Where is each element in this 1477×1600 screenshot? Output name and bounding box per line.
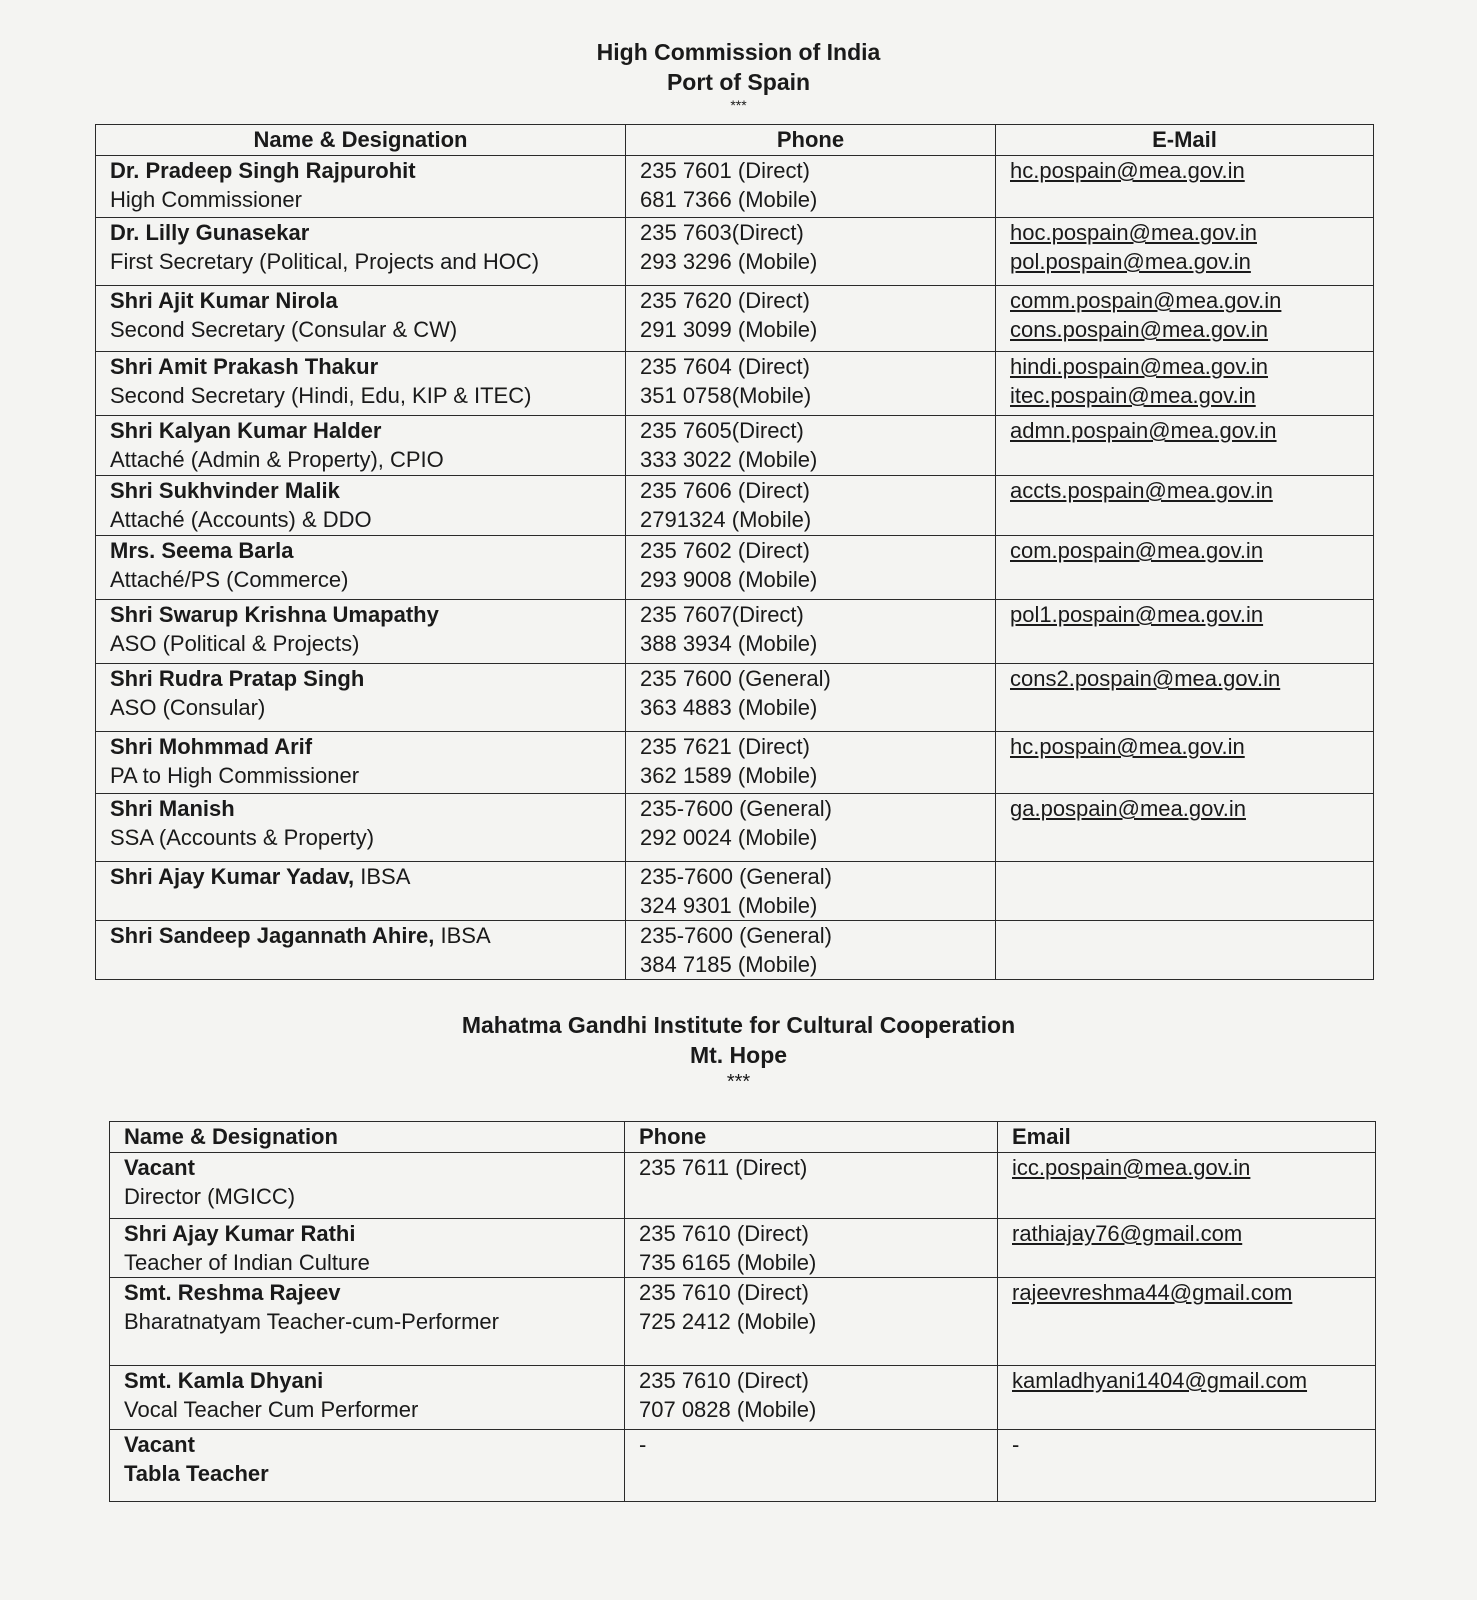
person-designation: Director (MGICC) bbox=[124, 1184, 296, 1209]
person-designation: PA to High Commissioner bbox=[110, 763, 360, 788]
email-link[interactable]: kamladhyani1404@gmail.com bbox=[1012, 1368, 1308, 1393]
person-designation: Teacher of Indian Culture bbox=[124, 1250, 370, 1275]
email-link[interactable]: accts.pospain@mea.gov.in bbox=[1010, 478, 1273, 503]
hci-table-body bbox=[96, 156, 1374, 980]
table-row bbox=[96, 921, 1374, 980]
phone-cell bbox=[626, 862, 996, 921]
name-designation-cell bbox=[96, 156, 626, 218]
phone-number: - bbox=[639, 1432, 647, 1457]
person-designation: Attaché (Admin & Property), CPIO bbox=[110, 447, 444, 472]
table-row bbox=[96, 476, 1374, 536]
email-link[interactable]: rathiajay76@gmail.com bbox=[1012, 1221, 1243, 1246]
phone-number: 235 7621 (Direct) bbox=[640, 734, 810, 759]
phone-cell bbox=[626, 218, 996, 286]
name-designation-cell bbox=[96, 352, 626, 416]
email-link[interactable]: hc.pospain@mea.gov.in bbox=[1010, 734, 1245, 759]
hci-contacts-table bbox=[95, 124, 1374, 980]
person-designation: Tabla Teacher bbox=[124, 1461, 269, 1486]
mgicc-heading bbox=[0, 1010, 1477, 1094]
person-designation: SSA (Accounts & Property) bbox=[110, 825, 375, 850]
email-cell bbox=[996, 664, 1374, 732]
name-designation-cell bbox=[96, 862, 626, 921]
person-designation: Bharatnatyam Teacher-cum-Performer bbox=[124, 1309, 499, 1334]
phone-number: 235 7610 (Direct) bbox=[639, 1280, 809, 1305]
email-placeholder: - bbox=[1012, 1432, 1020, 1457]
phone-number: 235 7610 (Direct) bbox=[639, 1368, 809, 1393]
phone-number: 333 3022 (Mobile) bbox=[640, 447, 818, 472]
phone-number: 2791324 (Mobile) bbox=[640, 507, 812, 532]
name-designation-cell bbox=[96, 476, 626, 536]
email-link[interactable]: cons2.pospain@mea.gov.in bbox=[1010, 666, 1281, 691]
phone-number: 235 7604 (Direct) bbox=[640, 354, 810, 379]
mgicc-subtitle: Mt. Hope bbox=[689, 1042, 788, 1068]
phone-number: 735 6165 (Mobile) bbox=[639, 1250, 817, 1275]
table-header-row bbox=[110, 1122, 1376, 1153]
phone-cell bbox=[626, 794, 996, 862]
email-link[interactable]: pol1.pospain@mea.gov.in bbox=[1010, 602, 1264, 627]
person-name: Vacant bbox=[124, 1155, 195, 1180]
table-row bbox=[96, 156, 1374, 218]
name-designation-cell bbox=[96, 794, 626, 862]
table-row bbox=[96, 862, 1374, 921]
phone-cell bbox=[626, 416, 996, 476]
phone-cell bbox=[626, 476, 996, 536]
person-designation: First Secretary (Political, Projects and HOC) bbox=[110, 249, 540, 274]
phone-number: 351 0758(Mobile) bbox=[640, 383, 812, 408]
phone-number: 235 7611 (Direct) bbox=[639, 1155, 808, 1180]
email-link[interactable]: icc.pospain@mea.gov.in bbox=[1012, 1155, 1251, 1180]
phone-number: 235 7606 (Direct) bbox=[640, 478, 810, 503]
header-email: Email bbox=[998, 1122, 1376, 1153]
person-name: Smt. Reshma Rajeev bbox=[124, 1280, 341, 1305]
email-cell bbox=[996, 732, 1374, 794]
email-link[interactable]: itec.pospain@mea.gov.in bbox=[1010, 383, 1256, 408]
person-name: Vacant bbox=[124, 1432, 195, 1457]
hci-title: High Commission of India bbox=[596, 39, 881, 65]
table-row bbox=[96, 218, 1374, 286]
person-designation: Second Secretary (Consular & CW) bbox=[110, 317, 458, 342]
person-name: Mrs. Seema Barla bbox=[110, 538, 294, 563]
email-link[interactable]: cons.pospain@mea.gov.in bbox=[1010, 317, 1268, 342]
person-name: Dr. Lilly Gunasekar bbox=[110, 220, 310, 245]
phone-cell bbox=[626, 156, 996, 218]
mgicc-table-body bbox=[110, 1153, 1376, 1502]
table-row bbox=[96, 286, 1374, 352]
name-designation-cell bbox=[96, 416, 626, 476]
person-name: Smt. Kamla Dhyani bbox=[124, 1368, 324, 1393]
email-cell bbox=[996, 476, 1374, 536]
name-designation-cell bbox=[110, 1153, 625, 1219]
phone-cell bbox=[626, 536, 996, 600]
email-link[interactable]: hoc.pospain@mea.gov.in bbox=[1010, 220, 1257, 245]
header-name-designation: Name & Designation bbox=[96, 125, 626, 156]
email-cell bbox=[996, 352, 1374, 416]
table-row bbox=[96, 664, 1374, 732]
mgicc-stars: *** bbox=[726, 1071, 751, 1093]
phone-number: 291 3099 (Mobile) bbox=[640, 317, 818, 342]
phone-cell bbox=[626, 664, 996, 732]
email-link[interactable]: com.pospain@mea.gov.in bbox=[1010, 538, 1264, 563]
name-line bbox=[110, 921, 611, 950]
phone-cell bbox=[626, 352, 996, 416]
person-designation: Attaché/PS (Commerce) bbox=[110, 567, 349, 592]
email-link[interactable]: pol.pospain@mea.gov.in bbox=[1010, 249, 1251, 274]
table-row bbox=[96, 536, 1374, 600]
email-cell bbox=[996, 600, 1374, 664]
phone-number: 235 7605(Direct) bbox=[640, 418, 804, 443]
table-row bbox=[96, 794, 1374, 862]
phone-number: 235 7602 (Direct) bbox=[640, 538, 810, 563]
table-row bbox=[110, 1430, 1376, 1502]
phone-number: 235 7610 (Direct) bbox=[639, 1221, 809, 1246]
person-name: Shri Ajay Kumar Rathi bbox=[124, 1221, 356, 1246]
name-designation-cell bbox=[96, 286, 626, 352]
phone-number: 707 0828 (Mobile) bbox=[639, 1397, 817, 1422]
phone-cell bbox=[626, 732, 996, 794]
phone-number: 235-7600 (General) bbox=[640, 864, 833, 889]
person-designation: High Commissioner bbox=[110, 187, 302, 212]
name-line bbox=[110, 862, 611, 891]
phone-number: 725 2412 (Mobile) bbox=[639, 1309, 817, 1334]
email-cell bbox=[998, 1278, 1376, 1366]
table-row bbox=[96, 416, 1374, 476]
person-name: Shri Sandeep Jagannath Ahire, bbox=[110, 923, 435, 948]
email-link[interactable]: comm.pospain@mea.gov.in bbox=[1010, 288, 1282, 313]
phone-cell bbox=[625, 1430, 998, 1502]
person-designation: Second Secretary (Hindi, Edu, KIP & ITEC) bbox=[110, 383, 532, 408]
person-name: Shri Sukhvinder Malik bbox=[110, 478, 340, 503]
person-designation: ASO (Political & Projects) bbox=[110, 631, 360, 656]
email-cell bbox=[998, 1153, 1376, 1219]
email-cell bbox=[996, 862, 1374, 921]
person-name: Shri Amit Prakash Thakur bbox=[110, 354, 379, 379]
email-cell bbox=[996, 218, 1374, 286]
person-designation: Attaché (Accounts) & DDO bbox=[110, 507, 372, 532]
person-name: Shri Swarup Krishna Umapathy bbox=[110, 602, 439, 627]
email-link[interactable]: ga.pospain@mea.gov.in bbox=[1010, 796, 1246, 821]
person-name: Shri Mohmmad Arif bbox=[110, 734, 313, 759]
phone-number: 235 7600 (General) bbox=[640, 666, 831, 691]
table-row bbox=[110, 1153, 1376, 1219]
person-designation: ASO (Consular) bbox=[110, 695, 266, 720]
phone-cell bbox=[625, 1219, 998, 1278]
phone-number: 363 4883 (Mobile) bbox=[640, 695, 818, 720]
email-cell bbox=[998, 1219, 1376, 1278]
person-designation: Vocal Teacher Cum Performer bbox=[124, 1397, 419, 1422]
person-name: Dr. Pradeep Singh Rajpurohit bbox=[110, 158, 416, 183]
email-cell bbox=[996, 156, 1374, 218]
email-link[interactable]: hindi.pospain@mea.gov.in bbox=[1010, 354, 1268, 379]
name-designation-cell bbox=[96, 536, 626, 600]
phone-number: 235 7601 (Direct) bbox=[640, 158, 810, 183]
name-designation-cell bbox=[110, 1278, 625, 1366]
header-phone: Phone bbox=[626, 125, 996, 156]
phone-number: 235-7600 (General) bbox=[640, 923, 833, 948]
header-phone: Phone bbox=[625, 1122, 998, 1153]
phone-cell bbox=[626, 921, 996, 980]
table-row bbox=[110, 1219, 1376, 1278]
phone-number: 388 3934 (Mobile) bbox=[640, 631, 818, 656]
table-row bbox=[96, 600, 1374, 664]
mgicc-contacts-table bbox=[109, 1121, 1376, 1502]
table-header-row bbox=[96, 125, 1374, 156]
name-designation-cell bbox=[96, 921, 626, 980]
phone-number: 235-7600 (General) bbox=[640, 796, 833, 821]
person-name: Shri Rudra Pratap Singh bbox=[110, 666, 365, 691]
header-name-designation: Name & Designation bbox=[110, 1122, 625, 1153]
person-name: Shri Ajay Kumar Yadav, bbox=[110, 864, 355, 889]
table-row bbox=[110, 1278, 1376, 1366]
email-cell bbox=[996, 536, 1374, 600]
person-name: Shri Ajit Kumar Nirola bbox=[110, 288, 338, 313]
email-cell bbox=[996, 286, 1374, 352]
name-designation-cell bbox=[110, 1366, 625, 1430]
phone-number: 235 7603(Direct) bbox=[640, 220, 804, 245]
mgicc-title: Mahatma Gandhi Institute for Cultural Cooperation bbox=[461, 1012, 1016, 1038]
person-name: Shri Kalyan Kumar Halder bbox=[110, 418, 382, 443]
email-link[interactable]: rajeevreshma44@gmail.com bbox=[1012, 1280, 1293, 1305]
email-cell bbox=[998, 1366, 1376, 1430]
phone-cell bbox=[625, 1366, 998, 1430]
phone-number: 235 7620 (Direct) bbox=[640, 288, 810, 313]
hci-stars: *** bbox=[730, 97, 747, 113]
email-cell bbox=[996, 921, 1374, 980]
name-suffix: IBSA bbox=[434, 923, 491, 948]
phone-cell bbox=[626, 600, 996, 664]
email-link[interactable]: hc.pospain@mea.gov.in bbox=[1010, 158, 1245, 183]
email-cell bbox=[996, 416, 1374, 476]
email-link[interactable]: admn.pospain@mea.gov.in bbox=[1010, 418, 1277, 443]
person-name: Shri Manish bbox=[110, 796, 235, 821]
name-designation-cell bbox=[110, 1430, 625, 1502]
email-cell bbox=[996, 794, 1374, 862]
phone-number: 362 1589 (Mobile) bbox=[640, 763, 818, 788]
phone-number: 324 9301 (Mobile) bbox=[640, 893, 818, 918]
name-designation-cell bbox=[96, 218, 626, 286]
hci-heading bbox=[0, 37, 1477, 113]
table-row bbox=[96, 732, 1374, 794]
phone-cell bbox=[625, 1153, 998, 1219]
name-designation-cell bbox=[110, 1219, 625, 1278]
name-designation-cell bbox=[96, 664, 626, 732]
header-email: E-Mail bbox=[996, 125, 1374, 156]
phone-number: 293 3296 (Mobile) bbox=[640, 249, 818, 274]
phone-number: 681 7366 (Mobile) bbox=[640, 187, 818, 212]
phone-number: 235 7607(Direct) bbox=[640, 602, 804, 627]
name-suffix: IBSA bbox=[354, 864, 411, 889]
phone-cell bbox=[626, 286, 996, 352]
phone-number: 292 0024 (Mobile) bbox=[640, 825, 818, 850]
table-row bbox=[110, 1366, 1376, 1430]
name-designation-cell bbox=[96, 732, 626, 794]
email-cell bbox=[998, 1430, 1376, 1502]
phone-number: 293 9008 (Mobile) bbox=[640, 567, 818, 592]
hci-subtitle: Port of Spain bbox=[666, 69, 811, 95]
phone-number: 384 7185 (Mobile) bbox=[640, 952, 818, 977]
table-row bbox=[96, 352, 1374, 416]
phone-cell bbox=[625, 1278, 998, 1366]
name-designation-cell bbox=[96, 600, 626, 664]
